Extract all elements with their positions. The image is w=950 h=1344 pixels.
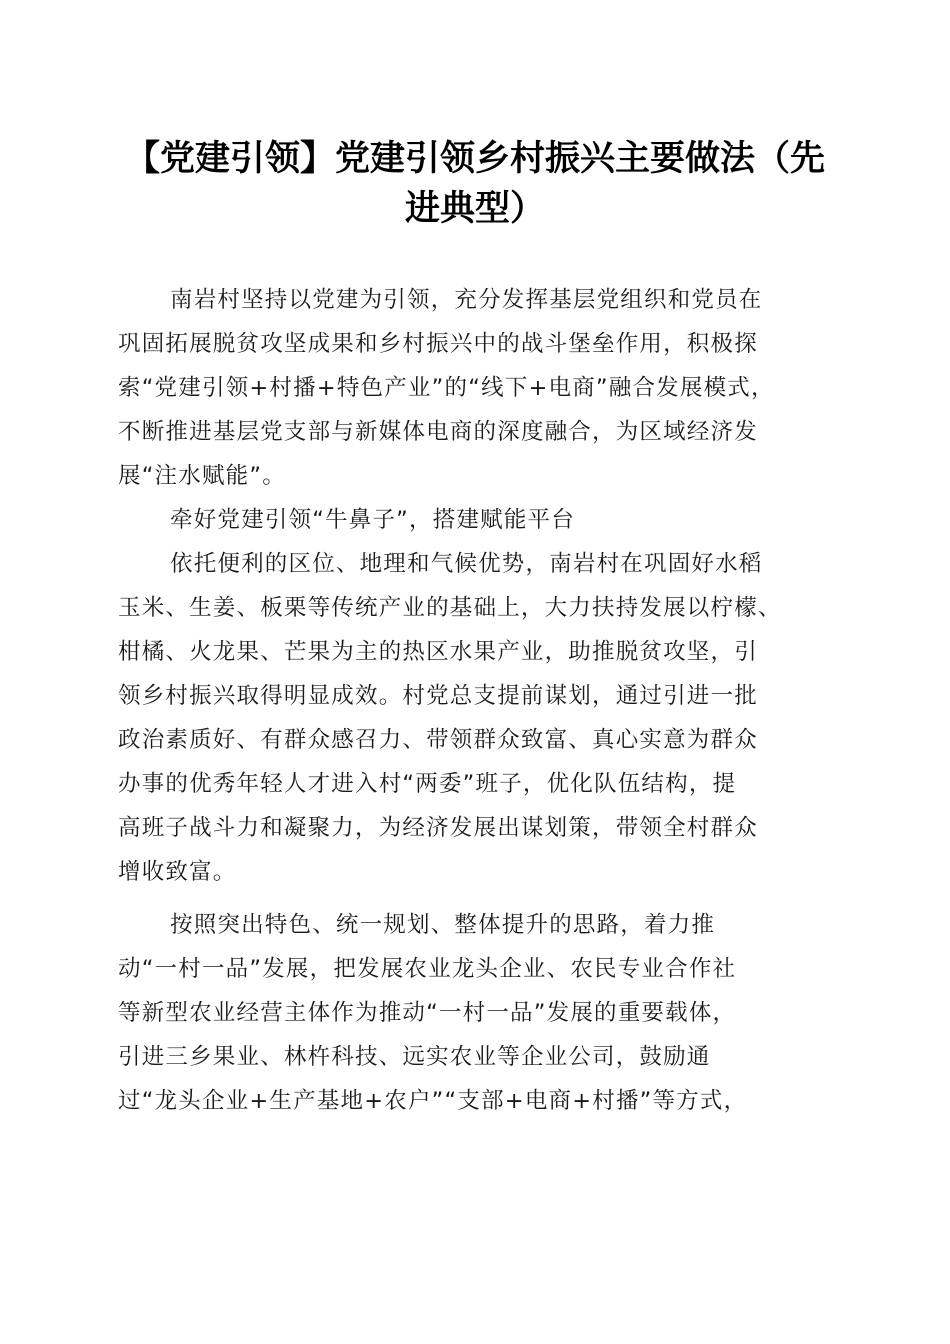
text-line: 依托便利的区位、地理和气候优势，南岩村在巩固好水稻 — [170, 551, 763, 577]
text-line: 政治素质好、有群众感召力、带领群众致富、真心实意为群众 — [118, 727, 758, 753]
text-line: 高班子战斗力和凝聚力，为经济发展出谋划策，带领全村群众 — [118, 815, 758, 841]
text-line: 增收致富。 — [118, 859, 237, 885]
text-line: 引进三乡果业、林杵科技、远实农业等企业公司，鼓励通 — [118, 1044, 711, 1070]
text-line: 巩固拓展脱贫攻坚成果和乡村振兴中的战斗堡垒作用，积极探 — [118, 331, 758, 357]
document-body — [118, 278, 840, 1123]
text-line: 南岩村坚持以党建为引领，充分发挥基层党组织和党员在 — [170, 287, 763, 313]
paragraph-gap — [118, 894, 840, 903]
section-heading — [118, 498, 840, 542]
text-line: 索“党建引领+村播+特色产业”的“线下+电商”融合发展模式， — [118, 375, 775, 401]
paragraph-industry — [118, 542, 840, 894]
text-line: 牵好党建引领“牛鼻子”，搭建赋能平台 — [170, 507, 575, 533]
text-line: 过“龙头企业+生产基地+农户”“支部+电商+村播”等方式， — [118, 1088, 748, 1114]
paragraph-one-village-one-product — [118, 903, 840, 1123]
title-line: 进典型） — [404, 188, 545, 229]
text-line: 办事的优秀年轻人才进入村“两委”班子，优化队伍结构，提 — [118, 771, 737, 797]
text-line: 按照突出特色、统一规划、整体提升的思路，着力推 — [170, 912, 716, 938]
text-line: 不断推进基层党支部与新媒体电商的深度融合，为区域经济发 — [118, 419, 758, 445]
document-title — [110, 134, 840, 234]
text-line: 展“注水赋能”。 — [118, 463, 286, 489]
text-line: 等新型农业经营主体作为推动“一村一品”发展的重要载体， — [118, 1000, 737, 1026]
text-line: 领乡村振兴取得明显成效。村党总支提前谋划，通过引进一批 — [118, 683, 758, 709]
text-line: 玉米、生姜、板栗等传统产业的基础上，大力扶持发展以柠檬、 — [118, 595, 782, 621]
text-line: 柑橘、火龙果、芒果为主的热区水果产业，助推脱贫攻坚，引 — [118, 639, 758, 665]
text-line: 动“一村一品”发展，把发展农业龙头企业、农民专业合作社 — [118, 956, 737, 982]
paragraph-intro — [118, 278, 840, 498]
title-line: 【党建引领】党建引领乡村振兴主要做法（先 — [124, 138, 825, 179]
